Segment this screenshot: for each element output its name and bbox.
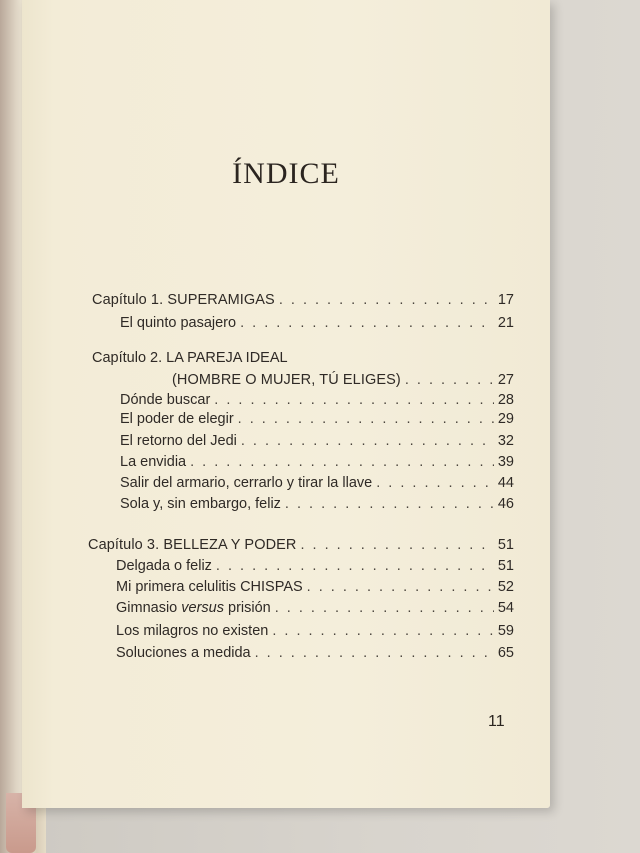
toc-chapter-subtitle: (HOMBRE O MUJER, TÚ ELIGES)	[172, 372, 401, 388]
toc-chapter-2	[172, 372, 514, 388]
toc-section	[120, 454, 514, 470]
toc-page-number: 59	[497, 623, 514, 639]
toc-section	[116, 645, 514, 661]
table-of-contents	[22, 0, 550, 808]
toc-page-number: 21	[497, 315, 514, 331]
toc-section-label	[116, 600, 275, 616]
toc-page-number: 51	[497, 537, 514, 553]
toc-section	[120, 496, 514, 512]
toc-section	[120, 411, 514, 427]
dot-leader	[279, 292, 494, 308]
toc-page-number: 65	[497, 645, 514, 661]
toc-chapter-2-title: Capítulo 2. LA PAREJA IDEAL	[92, 350, 288, 366]
page-number: 11	[488, 713, 505, 730]
toc-page-number: 29	[497, 411, 514, 427]
toc-page-number: 51	[497, 558, 514, 574]
toc-section	[120, 433, 514, 449]
toc-page-number: 39	[497, 454, 514, 470]
dot-leader	[275, 600, 494, 616]
toc-page-number: 28	[497, 392, 514, 408]
toc-page-number: 54	[497, 600, 514, 616]
toc-section	[116, 600, 514, 616]
toc-section	[120, 315, 514, 331]
toc-section-label: El retorno del Jedi	[120, 433, 237, 449]
dot-leader	[214, 392, 494, 408]
toc-chapter-label: Capítulo 3. BELLEZA Y PODER	[88, 537, 297, 553]
toc-section-label: Soluciones a medida	[116, 645, 251, 661]
toc-page-number: 17	[497, 292, 514, 308]
dot-leader	[307, 579, 494, 595]
toc-section-label: Dónde buscar	[120, 392, 211, 408]
toc-page-number: 52	[497, 579, 514, 595]
dot-leader	[405, 372, 494, 388]
dot-leader	[241, 433, 494, 449]
toc-page-number: 44	[497, 475, 514, 491]
toc-section	[120, 392, 514, 408]
toc-chapter-3	[88, 537, 514, 553]
label-prefix: Gimnasio	[116, 600, 182, 616]
toc-section	[116, 558, 514, 574]
dot-leader	[301, 537, 494, 553]
toc-section-label: Salir del armario, cerrarlo y tirar la llave	[120, 475, 373, 491]
dot-leader	[376, 475, 494, 491]
label-italic: versus	[181, 600, 224, 616]
dot-leader	[255, 645, 494, 661]
dot-leader	[216, 558, 494, 574]
toc-page-number: 27	[497, 372, 514, 388]
label-suffix: prisión	[224, 600, 271, 616]
dot-leader	[240, 315, 494, 331]
toc-page-number: 46	[497, 496, 514, 512]
toc-section	[116, 623, 514, 639]
toc-section-label: Mi primera celulitis CHISPAS	[116, 579, 303, 595]
dot-leader	[285, 496, 494, 512]
toc-section	[116, 579, 514, 595]
dot-leader	[272, 623, 494, 639]
toc-chapter-label: Capítulo 1. SUPERAMIGAS	[92, 292, 275, 308]
dot-leader	[238, 411, 494, 427]
book-page	[22, 0, 550, 808]
dot-leader	[190, 454, 494, 470]
toc-section-label: La envidia	[120, 454, 187, 470]
toc-section-label: Sola y, sin embargo, feliz	[120, 496, 281, 512]
toc-section	[120, 475, 514, 491]
toc-section-label: Los milagros no existen	[116, 623, 269, 639]
toc-section-label: El poder de elegir	[120, 411, 234, 427]
toc-section-label: El quinto pasajero	[120, 315, 237, 331]
toc-page-number: 32	[497, 433, 514, 449]
toc-chapter-1	[92, 292, 514, 308]
toc-section-label: Delgada o feliz	[116, 558, 212, 574]
page-title: ÍNDICE	[232, 157, 340, 190]
